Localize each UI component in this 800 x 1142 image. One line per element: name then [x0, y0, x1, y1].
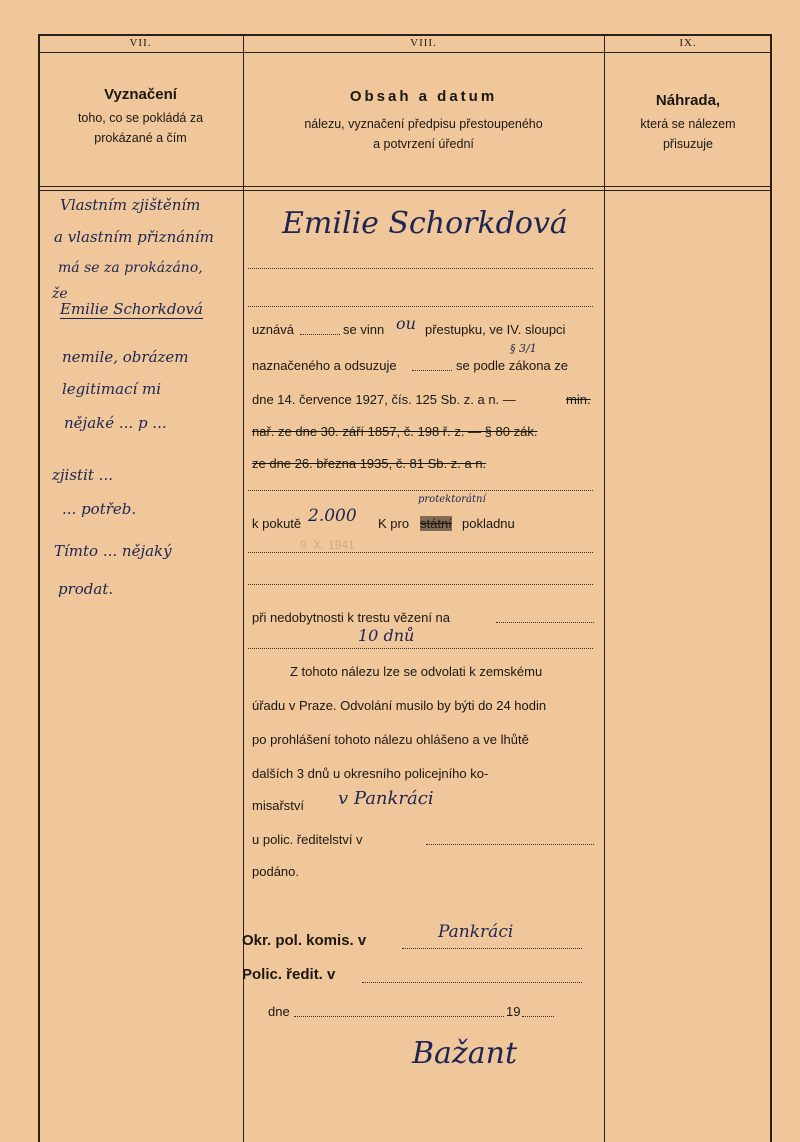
- header-rule-double: [38, 190, 772, 191]
- dotted-rule: [248, 490, 593, 491]
- dotted-blank: [496, 622, 594, 623]
- text-appeal-3: po prohlášení tohoto nálezu ohlášeno a ve lhůtě: [252, 732, 529, 747]
- label-polic-redit: Polic. ředit. v: [242, 966, 336, 983]
- header-title-vyznaceni: Vyznačení: [104, 86, 177, 103]
- subtitle-line: která se nálezem: [640, 117, 736, 131]
- text-appeal-2: úřadu v Praze. Odvolání musilo by býti do 24 hodin: [252, 698, 547, 713]
- subtitle-line: a potvrzení úřední: [373, 137, 474, 151]
- text-se-vinn: se vinn: [343, 322, 385, 337]
- label-dne: dne: [268, 1004, 290, 1019]
- left-hand-line: Vlastním zjištěním: [60, 196, 201, 214]
- text-narizeni-struck: nař. ze dne 30. září 1857, č. 198 ř. z. — § 80 zák.: [252, 424, 538, 439]
- column-divider-2: [604, 34, 605, 1142]
- dotted-blank: [402, 948, 582, 949]
- subtitle-line: toho, co se pokládá za: [77, 111, 204, 125]
- label-okr-pol-komis: Okr. pol. komis. v: [242, 932, 367, 949]
- text-statni-crossed: státní: [420, 516, 452, 531]
- hand-fine-amount: 2.000: [308, 506, 357, 526]
- hand-prison-days: 10 dnů: [358, 626, 415, 645]
- text-zakon-1935-struck: ze dne 26. března 1935, č. 81 Sb. z. a n.: [252, 456, 487, 471]
- column-number-ix: IX.: [679, 37, 697, 49]
- dotted-rule: [248, 552, 593, 553]
- hand-komisarstvi-place: v Pankráci: [338, 788, 434, 809]
- text-pokladnu: pokladnu: [462, 516, 515, 531]
- text-min-struck: min.: [566, 392, 591, 407]
- dotted-blank: [362, 982, 582, 983]
- text-k-pokute: k pokutě: [252, 516, 302, 531]
- dotted-blank: [300, 334, 340, 335]
- dotted-rule: [248, 584, 593, 585]
- header-title-nahrada: Náhrada,: [655, 92, 721, 109]
- dotted-rule: [248, 648, 593, 649]
- column-number-rule: [38, 52, 772, 53]
- header-subtitle-nahrada: [604, 114, 772, 154]
- dotted-blank: [522, 1016, 554, 1017]
- text-k-pro: K pro: [378, 516, 410, 531]
- header-title-obsah: Obsah a datum: [349, 88, 498, 105]
- subtitle-line: nálezu, vyznačení předpisu přestoupeného: [304, 117, 543, 131]
- subtitle-line: prokázané a čím: [94, 131, 187, 145]
- subtitle-line: přisuzuje: [662, 137, 714, 151]
- text-appeal-1: Z tohoto nálezu lze se odvolati k zemskému: [290, 664, 543, 679]
- left-hand-line: Tímto ... nějaký: [54, 542, 172, 560]
- hand-ending-ou: ou: [396, 314, 416, 333]
- left-hand-line: legitimací mi: [62, 380, 162, 398]
- faint-stamp-text: 9. X. 1941: [300, 538, 355, 552]
- text-appeal-6: u polic. ředitelství v: [252, 832, 363, 847]
- left-hand-line: že: [52, 286, 68, 302]
- header-subtitle-vyznaceni: [38, 108, 243, 148]
- column-number-viii: VIII.: [410, 37, 437, 49]
- left-hand-line: zjistit ...: [52, 466, 113, 484]
- left-hand-line: a vlastním přiznáním: [54, 228, 214, 246]
- hand-okr-place: Pankráci: [438, 922, 514, 942]
- left-hand-line: ... potřeb.: [62, 500, 137, 518]
- dotted-blank: [412, 370, 452, 371]
- text-prestupku: přestupku, ve IV. sloupci: [425, 322, 566, 337]
- dotted-rule: [248, 268, 593, 269]
- text-appeal-5: misařství: [252, 798, 304, 813]
- dotted-blank: [294, 1016, 504, 1017]
- text-uznava: uznává: [252, 322, 294, 337]
- left-hand-line: prodat.: [58, 580, 114, 598]
- text-naznaceneho: naznačeného a odsuzuje: [252, 358, 397, 373]
- dotted-rule: [248, 306, 593, 307]
- left-hand-name: Emilie Schorkdová: [60, 300, 203, 318]
- handwritten-name: Emilie Schorkdová: [282, 206, 568, 241]
- left-hand-line: nějaké ... p ...: [64, 414, 167, 432]
- text-appeal-7: podáno.: [252, 864, 299, 879]
- header-rule: [38, 186, 772, 187]
- column-number-vii: VII.: [129, 37, 152, 49]
- text-nedobytnosti: při nedobytnosti k trestu vězení na: [252, 610, 451, 625]
- dotted-blank: [426, 844, 594, 845]
- signature: Bažant: [412, 1036, 517, 1071]
- hand-insert-protektoratni: protektorátní: [418, 494, 486, 505]
- text-podle-zakona: se podle zákona ze: [456, 358, 569, 373]
- text-zakon-1927: dne 14. července 1927, čís. 125 Sb. z. a n. —: [252, 392, 516, 407]
- left-hand-line: má se za prokázáno,: [58, 260, 203, 276]
- header-subtitle-obsah: [243, 114, 604, 154]
- left-hand-line: nemile, obrázem: [62, 348, 189, 366]
- hand-paragraph-ref: § 3/1: [510, 342, 537, 355]
- text-appeal-4: dalších 3 dnů u okresního policejního ko-: [252, 766, 489, 781]
- label-year-19: 19: [506, 1004, 521, 1019]
